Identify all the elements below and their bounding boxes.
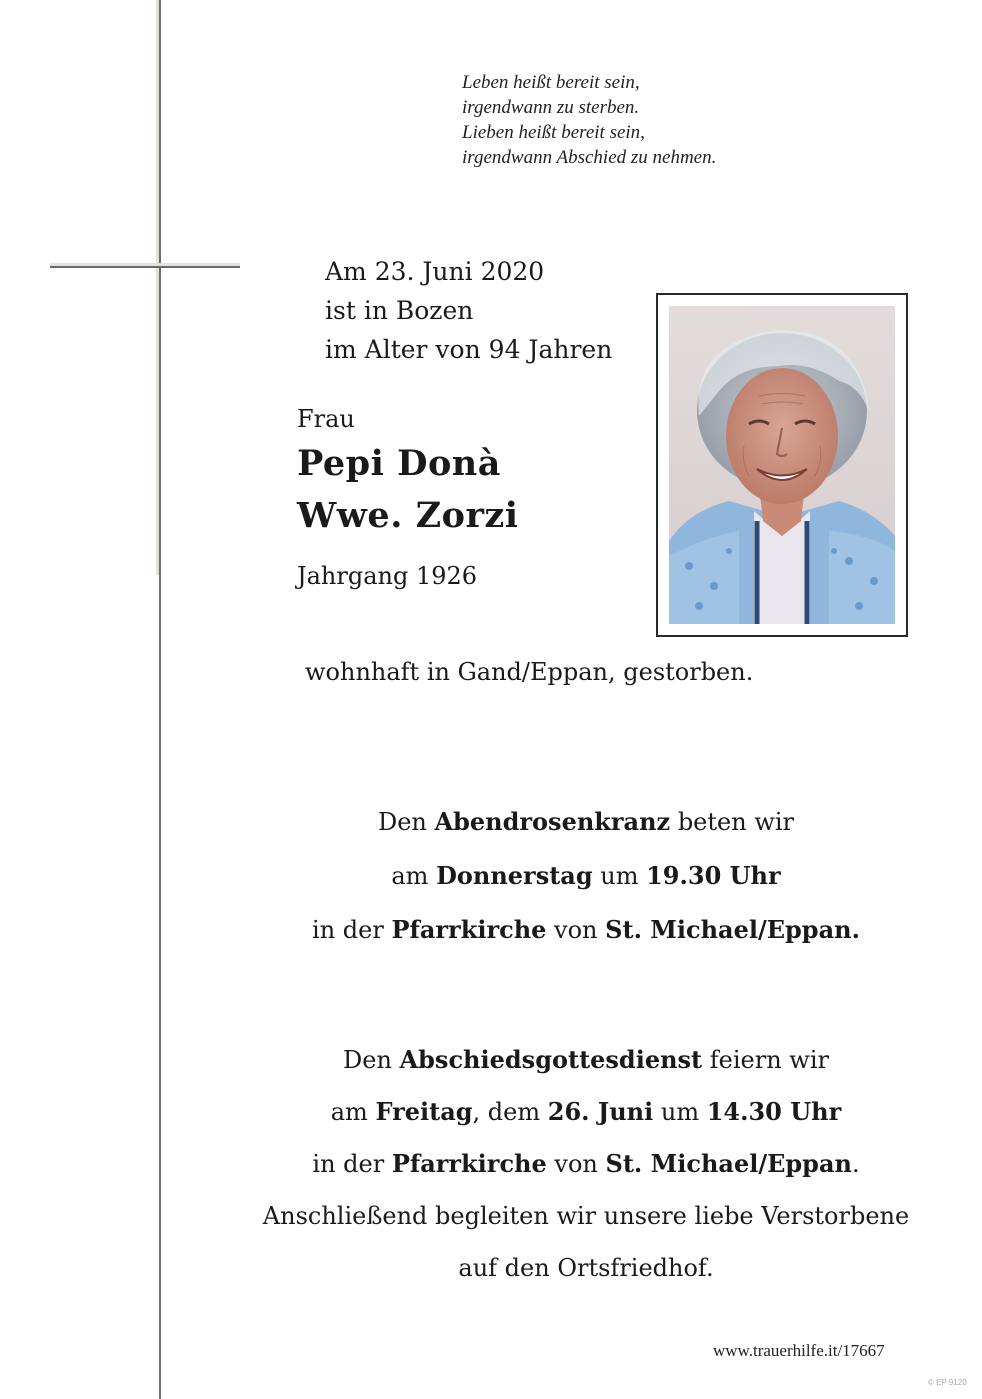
portrait-photo: [669, 306, 895, 624]
footer-code: © EP 9120: [928, 1378, 967, 1387]
funeral-line-4: Anschließend begleiten wir unsere liebe Verstorbene: [262, 1202, 910, 1230]
text: Den: [377, 808, 435, 836]
text: in der: [312, 916, 392, 944]
death-intro: [325, 252, 612, 369]
poem-line: irgendwann zu sterben.: [462, 97, 640, 118]
rosary-announcement: [180, 795, 982, 957]
text-bold: St. Michael/Eppan: [605, 1149, 852, 1178]
funeral-line-3: [180, 1138, 982, 1190]
intro-line: ist in Bozen: [325, 296, 474, 325]
rosary-line-3: [180, 903, 982, 957]
text: um: [653, 1098, 707, 1126]
text: feiern wir: [702, 1046, 829, 1074]
text: von: [546, 916, 606, 944]
text: .: [851, 1150, 860, 1178]
text-bold: Pfarrkirche: [391, 1149, 547, 1178]
rosary-line-2: [180, 849, 982, 903]
intro-line: Am 23. Juni 2020: [325, 257, 545, 286]
text: beten wir: [670, 808, 795, 836]
text-bold: 26. Juni: [547, 1097, 654, 1126]
text-bold: Abendrosenkranz: [434, 807, 671, 836]
text-bold: Freitag: [375, 1097, 473, 1126]
funeral-line-1: [180, 1034, 982, 1086]
funeral-announcement: [180, 1034, 982, 1294]
text: Den: [343, 1046, 400, 1074]
intro-line: im Alter von 94 Jahren: [325, 335, 613, 364]
poem-line: irgendwann Abschied zu nehmen.: [462, 147, 717, 168]
text-bold: Abschiedsgottesdienst: [399, 1045, 703, 1074]
funeral-line-5: auf den Ortsfriedhof.: [458, 1254, 714, 1282]
portrait-frame: [656, 293, 908, 637]
text: um: [592, 862, 647, 890]
text-bold: 19.30 Uhr: [646, 861, 781, 890]
cross-horizontal-line: [50, 266, 240, 268]
text-bold: Donnerstag: [436, 861, 593, 890]
text-bold: Pfarrkirche: [391, 915, 547, 944]
text-bold: St. Michael/Eppan.: [605, 915, 860, 944]
rosary-line-1: [180, 795, 982, 849]
text-bold: 14.30 Uhr: [706, 1097, 842, 1126]
text: , dem: [472, 1098, 548, 1126]
poem-line: Lieben heißt bereit sein,: [462, 122, 645, 143]
text: in der: [312, 1150, 392, 1178]
footer-url[interactable]: www.trauerhilfe.it/17667: [713, 1341, 885, 1360]
birth-year: Jahrgang 1926: [297, 562, 478, 590]
deceased-name: Pepi Donà: [297, 443, 501, 484]
poem-line: Leben heißt bereit sein,: [462, 72, 640, 93]
salutation: Frau: [297, 405, 355, 433]
text: am: [391, 862, 437, 890]
poem: [462, 70, 902, 170]
deceased-married-name: Wwe. Zorzi: [297, 495, 519, 536]
residence-text: wohnhaft in Gand/Eppan, gestorben.: [305, 658, 754, 686]
cross-vertical-line: [159, 0, 161, 1399]
funeral-line-2: [180, 1086, 982, 1138]
text: am: [330, 1098, 376, 1126]
text: von: [546, 1150, 606, 1178]
